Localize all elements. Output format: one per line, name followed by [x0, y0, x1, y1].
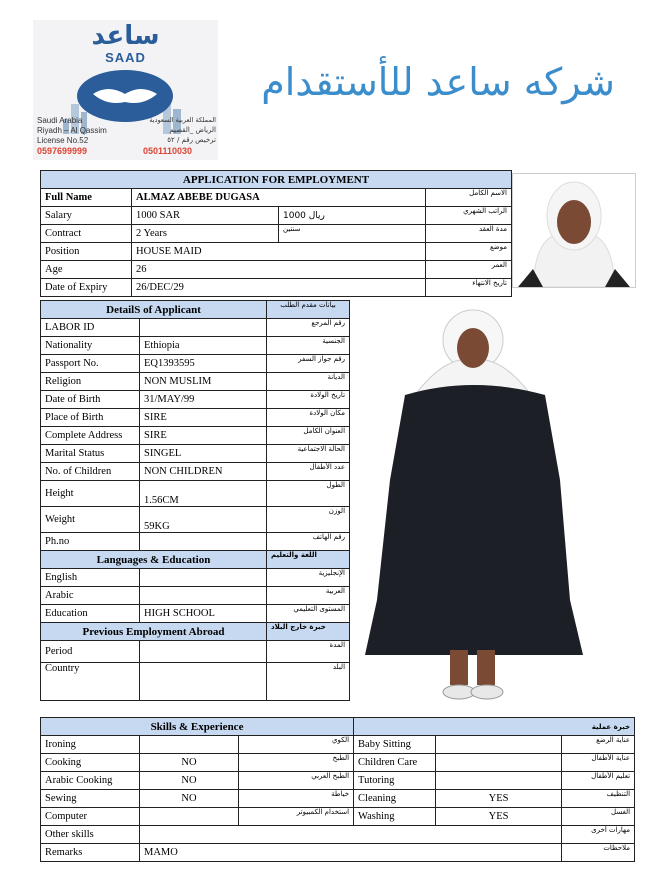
details-ar: رقم جواز السفر — [267, 355, 350, 373]
skill-label: Ironing — [41, 736, 140, 754]
skill-ar: الكوي — [239, 736, 354, 754]
country-value — [140, 663, 267, 701]
contract-label: Contract — [41, 225, 132, 243]
skill-value — [436, 754, 562, 772]
company-title: شركه ساعد للأستقدام — [261, 60, 615, 104]
position-ar: موضع — [426, 243, 512, 261]
full-name-label: Full Name — [41, 189, 132, 207]
details-label: Height — [41, 481, 140, 507]
other-skills-value — [140, 826, 562, 844]
skill-label: Children Care — [354, 754, 436, 772]
remarks-label: Remarks — [41, 844, 140, 862]
details-ar: تاريخ الولادة — [267, 391, 350, 409]
skill-value: NO — [140, 790, 239, 808]
logo-license-ar: ترخيص رقم / ٥٢ — [167, 136, 216, 144]
languages-header-ar: اللغة والتعليم — [267, 551, 350, 569]
skill-label: Computer — [41, 808, 140, 826]
education-value: HIGH SCHOOL — [140, 605, 267, 623]
skills-header: Skills & Experience — [41, 718, 354, 736]
details-label: Religion — [41, 373, 140, 391]
details-value: EQ1393595 — [140, 355, 267, 373]
period-label: Period — [41, 641, 140, 663]
skill-ar: عناية الأطفال — [562, 754, 635, 772]
logo-phone-1: 0597699999 — [37, 146, 88, 156]
language-label: Arabic — [41, 587, 140, 605]
skills-header-ar: خبرة عملية — [354, 718, 635, 736]
skill-ar: استخدام الكمبيوتر — [239, 808, 354, 826]
details-value: SIRE — [140, 427, 267, 445]
details-value: 59KG — [140, 507, 267, 533]
period-value — [140, 641, 267, 663]
form-title: APPLICATION FOR EMPLOYMENT — [41, 171, 512, 189]
skill-label: Arabic Cooking — [41, 772, 140, 790]
contract-ar: مدة العقد — [426, 225, 512, 243]
details-ar: الوزن — [267, 507, 350, 533]
details-ar: عدد الأطفال — [267, 463, 350, 481]
details-value — [140, 533, 267, 551]
skill-value — [140, 736, 239, 754]
skill-value — [436, 736, 562, 754]
details-value: NON MUSLIM — [140, 373, 267, 391]
skill-label: Tutoring — [354, 772, 436, 790]
details-label: Nationality — [41, 337, 140, 355]
skill-ar: تعليم الأطفال — [562, 772, 635, 790]
skill-label: Baby Sitting — [354, 736, 436, 754]
details-value: 31/MAY/99 — [140, 391, 267, 409]
expiry-label: Date of Expiry — [41, 279, 132, 297]
logo-phone-2: 0501110030 — [143, 146, 193, 156]
details-value: SINGEL — [140, 445, 267, 463]
contract-value: 2 Years — [132, 225, 279, 243]
age-label: Age — [41, 261, 132, 279]
company-logo — [33, 20, 218, 160]
language-ar: الإنجليزية — [267, 569, 350, 587]
skill-ar: الطبخ العربي — [239, 772, 354, 790]
country-ar: البلد — [267, 663, 350, 701]
skill-value — [140, 808, 239, 826]
skill-label: Sewing — [41, 790, 140, 808]
applicant-face-photo — [512, 173, 636, 288]
skill-label: Washing — [354, 808, 436, 826]
skill-ar: خياطة — [239, 790, 354, 808]
salary-ar: الراتب الشهري — [426, 207, 512, 225]
details-label: LABOR ID — [41, 319, 140, 337]
languages-header: Languages & Education — [41, 551, 267, 569]
logo-country-en: Saudi Arabia — [37, 116, 83, 125]
logo-license-en: License No.52 — [37, 136, 89, 145]
expiry-value: 26/DEC/29 — [132, 279, 426, 297]
applicant-full-photo — [355, 300, 625, 710]
period-ar: المدة — [267, 641, 350, 663]
salary-value: 1000 SAR — [132, 207, 279, 225]
details-label: Passport No. — [41, 355, 140, 373]
salary-ar-value: 1000 ريال — [279, 207, 426, 225]
previous-employment-header-ar: خبرة خارج البلاد — [267, 623, 350, 641]
remarks-value: MAMO — [140, 844, 562, 862]
details-ar: مكان الولادة — [267, 409, 350, 427]
details-value: Ethiopia — [140, 337, 267, 355]
language-value — [140, 587, 267, 605]
details-value — [140, 319, 267, 337]
details-value: SIRE — [140, 409, 267, 427]
details-ar: الطول — [267, 481, 350, 507]
logo-city-ar: الرياض _القصيم — [169, 126, 216, 134]
expiry-ar: تاريخ الانتهاء — [426, 279, 512, 297]
details-ar: الجنسية — [267, 337, 350, 355]
position-value: HOUSE MAID — [132, 243, 426, 261]
education-ar: المستوى التعليمي — [267, 605, 350, 623]
skill-label: Cleaning — [354, 790, 436, 808]
logo-english-name: SAAD — [105, 50, 146, 65]
education-label: Education — [41, 605, 140, 623]
skill-value: NO — [140, 754, 239, 772]
skill-ar: الطبخ — [239, 754, 354, 772]
application-form-table — [40, 170, 512, 297]
skill-value — [436, 772, 562, 790]
details-label: Marital Status — [41, 445, 140, 463]
details-label: Date of Birth — [41, 391, 140, 409]
country-label: Country — [41, 663, 140, 701]
language-ar: العربية — [267, 587, 350, 605]
details-header-ar: بيانات مقدم الطلب — [267, 301, 350, 319]
skill-ar: عناية الرضع — [562, 736, 635, 754]
skill-ar: الغسل — [562, 808, 635, 826]
details-label: Ph.no — [41, 533, 140, 551]
age-ar: العمر — [426, 261, 512, 279]
position-label: Position — [41, 243, 132, 261]
details-value: NON CHILDREN — [140, 463, 267, 481]
skill-value: YES — [436, 790, 562, 808]
details-label: Complete Address — [41, 427, 140, 445]
skills-table — [40, 717, 635, 862]
language-value — [140, 569, 267, 587]
skill-value: YES — [436, 808, 562, 826]
skill-label: Cooking — [41, 754, 140, 772]
details-label: Weight — [41, 507, 140, 533]
details-ar: رقم الهاتف — [267, 533, 350, 551]
details-ar: العنوان الكامل — [267, 427, 350, 445]
details-header: DetailS of Applicant — [41, 301, 267, 319]
details-label: Place of Birth — [41, 409, 140, 427]
contract-ar-value: سنتين — [279, 225, 426, 243]
remarks-ar: ملاحظات — [562, 844, 635, 862]
skill-value: NO — [140, 772, 239, 790]
previous-employment-header: Previous Employment Abroad — [41, 623, 267, 641]
details-label: No. of Children — [41, 463, 140, 481]
details-table — [40, 300, 350, 701]
details-ar: الحالة الاجتماعية — [267, 445, 350, 463]
details-ar: رقم المرجع — [267, 319, 350, 337]
other-skills-label: Other skills — [41, 826, 140, 844]
age-value: 26 — [132, 261, 426, 279]
salary-label: Salary — [41, 207, 132, 225]
details-value: 1.56CM — [140, 481, 267, 507]
logo-city-en: Riyadh – Al Qassim — [37, 126, 107, 135]
full-name-value: ALMAZ ABEBE DUGASA — [132, 189, 426, 207]
skill-ar: التنظيف — [562, 790, 635, 808]
language-label: English — [41, 569, 140, 587]
logo-arabic-name: ساعد — [91, 21, 160, 51]
logo-country-ar: المملكة العربية السعودية — [149, 116, 216, 124]
details-ar: الديانة — [267, 373, 350, 391]
other-skills-ar: مهارات أخرى — [562, 826, 635, 844]
full-name-ar: الاسم الكامل — [426, 189, 512, 207]
